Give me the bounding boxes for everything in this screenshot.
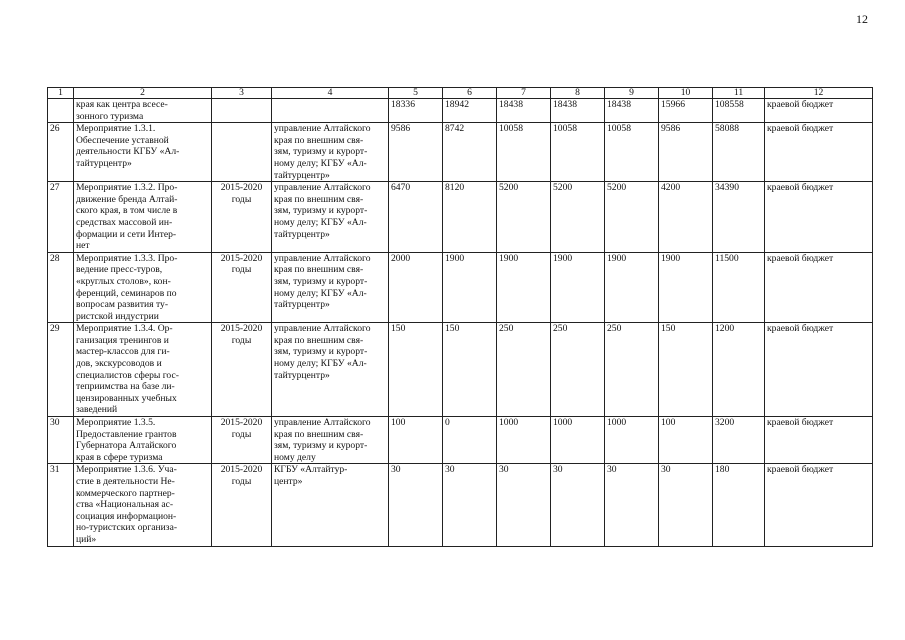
table-row <box>48 123 873 182</box>
table-row <box>48 252 873 323</box>
year-value-cell: 10058 <box>605 123 659 182</box>
period-cell <box>212 123 272 182</box>
col-header: 8 <box>551 88 605 99</box>
period-cell: 2015-2020 годы <box>212 182 272 253</box>
total-value-cell: 58088 <box>713 123 765 182</box>
executor-cell: управление Алтайского края по внешним свя- зям, туризму и курорт- ному делу; КГБУ «Ал- тайтурцентр» <box>272 182 389 253</box>
year-value-cell: 1900 <box>551 252 605 323</box>
year-value-cell: 1900 <box>497 252 551 323</box>
year-value-cell: 1900 <box>659 252 713 323</box>
col-header: 5 <box>389 88 443 99</box>
year-value-cell: 1000 <box>605 417 659 464</box>
table-row <box>48 182 873 253</box>
year-value-cell: 18438 <box>605 99 659 123</box>
activity-name-cell: Мероприятие 1.3.2. Про- движение бренда Алтай- ского края, в том числе в средствах массовой ин- формации и сети Интер- нет <box>74 182 212 253</box>
year-value-cell: 6470 <box>389 182 443 253</box>
executor-cell: управление Алтайского края по внешним свя- зям, туризму и курорт- ному делу; КГБУ «Ал- тайтурцентр» <box>272 252 389 323</box>
row-number-cell <box>48 99 74 123</box>
year-value-cell: 5200 <box>605 182 659 253</box>
year-value-cell: 9586 <box>389 123 443 182</box>
year-value-cell: 5200 <box>551 182 605 253</box>
col-header: 3 <box>212 88 272 99</box>
year-value-cell: 30 <box>497 464 551 546</box>
activity-name-cell: Мероприятие 1.3.3. Про- ведение пресс-туров, «круглых столов», кон- ференций, семинаров по вопросам развития ту- ристской индустрии <box>74 252 212 323</box>
table-row <box>48 99 873 123</box>
table-body <box>48 99 873 547</box>
year-value-cell: 250 <box>551 323 605 417</box>
year-value-cell: 1900 <box>605 252 659 323</box>
year-value-cell: 1000 <box>497 417 551 464</box>
year-value-cell: 1000 <box>551 417 605 464</box>
table-row <box>48 417 873 464</box>
executor-cell <box>272 99 389 123</box>
total-value-cell: 34390 <box>713 182 765 253</box>
funding-source-cell: краевой бюджет <box>765 182 873 253</box>
funding-source-cell: краевой бюджет <box>765 464 873 546</box>
year-value-cell: 30 <box>551 464 605 546</box>
col-header: 12 <box>765 88 873 99</box>
page-number: 12 <box>856 12 868 26</box>
row-number-cell: 27 <box>48 182 74 253</box>
year-value-cell: 150 <box>443 323 497 417</box>
col-header: 2 <box>74 88 212 99</box>
activity-name-cell: Мероприятие 1.3.1. Обеспечение уставной деятельности КГБУ «Ал- тайтурцентр» <box>74 123 212 182</box>
executor-cell: управление Алтайского края по внешним свя- зям, туризму и курорт- ному делу; КГБУ «Ал- тайтурцентр» <box>272 123 389 182</box>
funding-source-cell: краевой бюджет <box>765 99 873 123</box>
year-value-cell: 2000 <box>389 252 443 323</box>
year-value-cell: 250 <box>605 323 659 417</box>
period-cell: 2015-2020 годы <box>212 252 272 323</box>
year-value-cell: 10058 <box>497 123 551 182</box>
funding-source-cell: краевой бюджет <box>765 252 873 323</box>
year-value-cell: 30 <box>659 464 713 546</box>
year-value-cell: 0 <box>443 417 497 464</box>
total-value-cell: 11500 <box>713 252 765 323</box>
period-cell: 2015-2020 годы <box>212 323 272 417</box>
total-value-cell: 1200 <box>713 323 765 417</box>
activity-name-cell: Мероприятие 1.3.6. Уча- стие в деятельности Не- коммерческого партнер- ства «Национальная ас- социация информацион- но-туристских организа- ций» <box>74 464 212 546</box>
row-number-cell: 29 <box>48 323 74 417</box>
funding-source-cell: краевой бюджет <box>765 323 873 417</box>
col-header: 9 <box>605 88 659 99</box>
year-value-cell: 18336 <box>389 99 443 123</box>
year-value-cell: 8742 <box>443 123 497 182</box>
executor-cell: управление Алтайского края по внешним свя- зям, туризму и курорт- ному делу <box>272 417 389 464</box>
year-value-cell: 15966 <box>659 99 713 123</box>
year-value-cell: 100 <box>389 417 443 464</box>
row-number-cell: 31 <box>48 464 74 546</box>
year-value-cell: 10058 <box>551 123 605 182</box>
col-header: 6 <box>443 88 497 99</box>
year-value-cell: 30 <box>605 464 659 546</box>
executor-cell: управление Алтайского края по внешним свя- зям, туризму и курорт- ному делу; КГБУ «Ал- тайтурцентр» <box>272 323 389 417</box>
year-value-cell: 1900 <box>443 252 497 323</box>
executor-cell: КГБУ «Алтайтур- центр» <box>272 464 389 546</box>
year-value-cell: 18438 <box>551 99 605 123</box>
col-header: 7 <box>497 88 551 99</box>
year-value-cell: 5200 <box>497 182 551 253</box>
activity-name-cell: Мероприятие 1.3.4. Ор- ганизация тренингов и мастер-классов для ги- дов, экскурсоводов и специалистов сферы гос- теприимства на базе ли- цензированных учебных заведений <box>74 323 212 417</box>
year-value-cell: 150 <box>659 323 713 417</box>
col-header: 4 <box>272 88 389 99</box>
total-value-cell: 3200 <box>713 417 765 464</box>
row-number-cell: 28 <box>48 252 74 323</box>
year-value-cell: 18942 <box>443 99 497 123</box>
year-value-cell: 30 <box>389 464 443 546</box>
row-number-cell: 26 <box>48 123 74 182</box>
year-value-cell: 100 <box>659 417 713 464</box>
program-table <box>47 87 873 547</box>
header-row <box>48 88 873 99</box>
total-value-cell: 108558 <box>713 99 765 123</box>
table-row <box>48 323 873 417</box>
activity-name-cell: края как центра всесе- зонного туризма <box>74 99 212 123</box>
funding-source-cell: краевой бюджет <box>765 123 873 182</box>
year-value-cell: 250 <box>497 323 551 417</box>
col-header: 10 <box>659 88 713 99</box>
year-value-cell: 18438 <box>497 99 551 123</box>
period-cell: 2015-2020 годы <box>212 417 272 464</box>
col-header: 1 <box>48 88 74 99</box>
year-value-cell: 4200 <box>659 182 713 253</box>
year-value-cell: 9586 <box>659 123 713 182</box>
row-number-cell: 30 <box>48 417 74 464</box>
col-header: 11 <box>713 88 765 99</box>
table-row <box>48 464 873 546</box>
total-value-cell: 180 <box>713 464 765 546</box>
activity-name-cell: Мероприятие 1.3.5. Предоставление грантов Губернатора Алтайского края в сфере туризма <box>74 417 212 464</box>
year-value-cell: 150 <box>389 323 443 417</box>
year-value-cell: 30 <box>443 464 497 546</box>
funding-source-cell: краевой бюджет <box>765 417 873 464</box>
period-cell: 2015-2020 годы <box>212 464 272 546</box>
year-value-cell: 8120 <box>443 182 497 253</box>
period-cell <box>212 99 272 123</box>
